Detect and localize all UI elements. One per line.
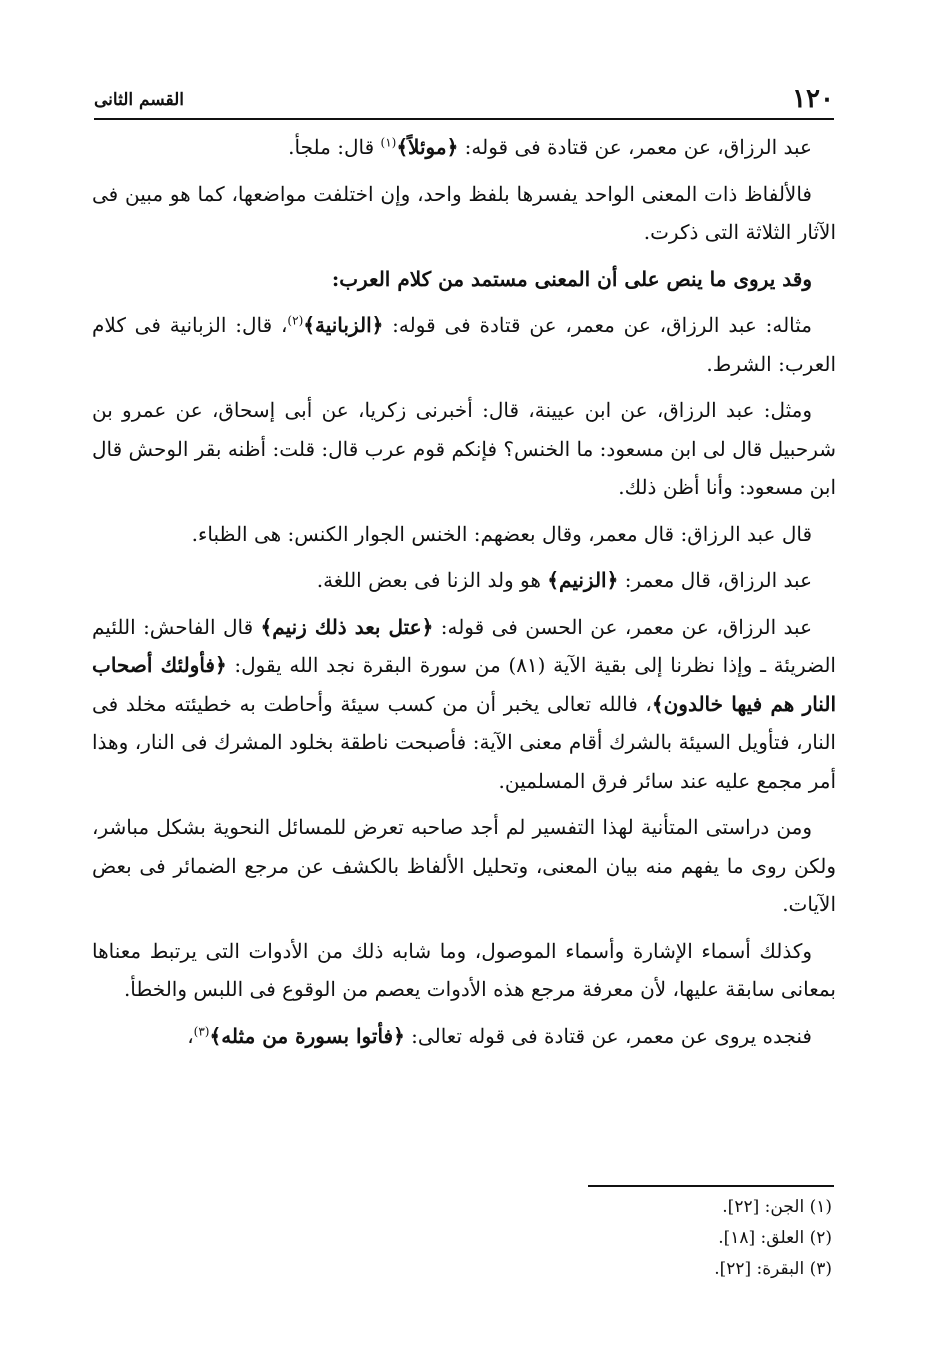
section-title: القسم الثانى xyxy=(94,90,185,110)
paragraph-2: فالألفاظ ذات المعنى الواحد يفسرها بلفظ واحد، وإن اختلفت مواضعها، كما هو مبين فى الآثار الثلاثة التى ذكرت. xyxy=(92,181,836,244)
quran-quote: ﴿عتل بعد ذلك زنيم﴾ xyxy=(260,614,434,639)
paragraph-8: عبد الرزاق، عن معمر، عن الحسن فى قوله: ﴿عتل بعد ذلك زنيم﴾ قال الفاحش: اللئيم الضريئة ـ وإذا نظرنا إلى بقية الآية (٨١) من سورة البقرة نجد الله يقول: ﴿فأولئك أصحاب النار هم فيها خالدون﴾، فالله تعالى يخبر أن من كسب سيئة وأحاطت به خطيئته مخلد فى النار، فتأويل السيئة بالشرك أقام معنى الآية: فأصبحت ناطقة بخلود المشرك فى النار، وهذا أمر مجمع عليه عند سائر فرق المسلمين. xyxy=(92,614,836,793)
quran-quote: ﴿فأولئك أصحاب النار هم فيها خالدون﴾ xyxy=(92,653,836,716)
paragraph-1: عبد الرزاق، عن معمر، عن قتادة فى قوله: ﴿موئلاً﴾$^{(١)}$ قال: ملجأ. xyxy=(288,135,812,159)
quran-quote: ﴿فأتوا بسورة من مثله﴾ xyxy=(209,1023,405,1048)
main-text xyxy=(92,128,836,1063)
paragraph-4: مثاله: عبد الرزاق، عن معمر، عن قتادة فى قوله: ﴿الزبانية﴾$^{(٢)}$، قال: الزبانية فى كلام العرب: الشرط. xyxy=(92,313,836,376)
page-header xyxy=(94,84,834,120)
footnote-ref: (١) xyxy=(380,135,397,150)
page-number: ١٢٠ xyxy=(792,84,834,114)
footnote-2: (٢) العلق: [١٨]. xyxy=(718,1228,832,1248)
footnote-divider xyxy=(588,1185,834,1187)
footnotes xyxy=(400,1192,832,1285)
footnote-1: (١) الجن: [٢٢]. xyxy=(722,1197,832,1217)
quran-quote: ﴿موئلاً﴾ xyxy=(396,135,459,159)
paragraph-heading: وقد يروى ما ينص على أن المعنى مستمد من كلام العرب: xyxy=(331,266,812,291)
quran-quote: ﴿الزبانية﴾ xyxy=(303,313,384,337)
paragraph-11: فنجده يروى عن معمر، عن قتادة فى قوله تعالى: ﴿فأتوا بسورة من مثله﴾$^{(٣)}$، xyxy=(187,1023,812,1048)
quran-quote: ﴿الزنيم﴾ xyxy=(547,568,619,592)
footnote-ref: (٢) xyxy=(287,313,304,328)
footnote-ref: (٣) xyxy=(193,1023,210,1038)
paragraph-9: ومن دراستى المتأنية لهذا التفسير لم أجد صاحبه تعرض للمسائل النحوية بشكل مباشر، ولكن روى ما يفهم منه بيان المعنى، وتحليل الألفاظ بالكشف عن مرجع الضمائر فى بعض الآيات. xyxy=(92,815,836,916)
paragraph-6: قال عبد الرزاق: قال معمر، وقال بعضهم: الخنس الجوار الكنس: هى الظباء. xyxy=(191,521,812,546)
paragraph-10: وكذلك أسماء الإشارة وأسماء الموصول، وما شابه ذلك من الأدوات التى يرتبط معناها بمعانى سابقة عليها، لأن معرفة مرجع هذه الأدوات يعصم من الوقوع فى اللبس والخطأ. xyxy=(92,938,836,1001)
footnote-3: (٣) البقرة: [٢٢]. xyxy=(714,1259,832,1279)
paragraph-7: عبد الرزاق، قال معمر: ﴿الزنيم﴾ هو ولد الزنا فى بعض اللغة. xyxy=(316,568,812,592)
paragraph-5: ومثل: عبد الرزاق، عن ابن عيينة، قال: أخبرنى زكريا، عن أبى إسحاق، عن عمرو بن شرحبيل قال لى ابن مسعود: ما الخنس؟ فإنكم قوم عرب قال: قلت: أظنه بقر الوحش قال ابن مسعود: وأنا أظن ذلك. xyxy=(92,398,836,499)
